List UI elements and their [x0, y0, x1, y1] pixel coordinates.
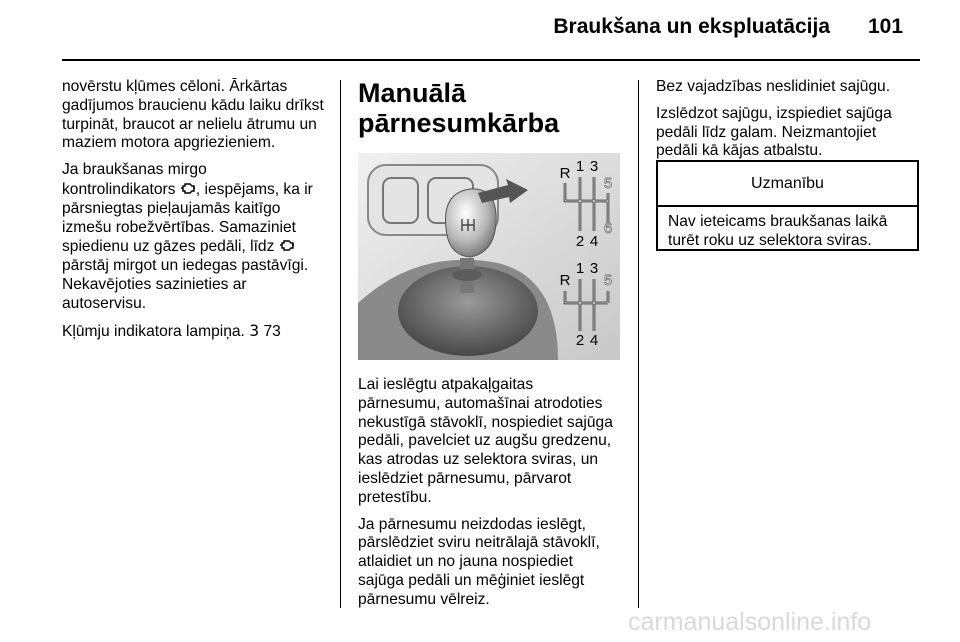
text-line: pārstāj mirgot un iedegas pastāvīgi. — [62, 257, 309, 275]
text-line: kas atrodas uz selektora sviras, un — [358, 451, 599, 469]
text-line: ieslēdziet pārnesumu, pārvarot — [358, 469, 572, 487]
text-line: Nav ieteicams braukšanas laikā — [668, 213, 888, 230]
text-line: sajūga pedāli un mēģiniet ieslēgt — [358, 571, 585, 589]
text-line: pretestību. — [358, 488, 432, 506]
text-line: izmešu robežvērtības. Samaziniet — [62, 218, 297, 236]
svg-text:R: R — [559, 272, 571, 289]
text-line: atlaidiet un no jauna nospiediet — [358, 553, 574, 571]
text-line: turpināt, braucot ar nelielu ātrumu un — [62, 115, 317, 133]
text-line: Nekavējoties sazinieties ar — [62, 275, 247, 293]
svg-text:3: 3 — [589, 158, 599, 175]
page-number: 101 — [868, 15, 904, 38]
reverse-ring — [452, 269, 482, 281]
svg-text:5: 5 — [603, 272, 613, 289]
column-divider-1 — [340, 80, 341, 608]
svg-text:4: 4 — [589, 233, 599, 250]
column-3 — [656, 78, 920, 169]
page-reference-link[interactable]: 3 73 — [249, 321, 281, 340]
svg-text:5: 5 — [603, 175, 613, 192]
text-line: Lai ieslēgtu atpakaļgaitas — [358, 376, 534, 393]
svg-text:1: 1 — [575, 260, 585, 277]
engine-warning-icon — [180, 180, 196, 196]
text-line: novērstu kļūmes cēloni. Ārkārtas — [62, 78, 288, 95]
watermark: carmanualsonline.info — [628, 608, 872, 636]
heading-line: Manuālā — [358, 78, 467, 108]
text-line: pedāli līdz galam. Neizmantojiet — [656, 123, 877, 141]
text-line: Ja pārnesumu neizdodas ieslēgt, — [358, 515, 586, 533]
text-line: Bez vajadzības neslidiniet sajūgu. — [656, 78, 891, 95]
paragraph-cross-reference — [62, 322, 334, 342]
text-line: pārsniegtas pieļaujamās kaitīgo — [62, 199, 281, 217]
svg-text:4: 4 — [589, 332, 599, 349]
paragraph-gear-retry — [358, 516, 630, 610]
gear-shift-illustration — [358, 153, 620, 360]
caution-box — [656, 160, 919, 251]
column-1 — [62, 78, 334, 349]
text-line: Kļūmju indikatora lampiņa. 3 73 — [62, 321, 281, 340]
text-line: Ja braukšanas mirgo — [62, 161, 207, 179]
column-2 — [358, 78, 630, 138]
text-line: kontrolindikators , iespējams, ka ir — [62, 180, 313, 198]
text-line: gadījumos braucienu kādu laiku drīkst — [62, 96, 324, 114]
engine-warning-icon — [279, 237, 295, 253]
column-divider-2 — [638, 80, 639, 608]
heading-line: pārnesumkārba — [358, 108, 560, 138]
running-header-title: Braukšana un ekspluatācija — [553, 15, 830, 38]
text-line: autoservisu. — [62, 294, 147, 312]
section-heading — [358, 78, 630, 138]
svg-text:2: 2 — [575, 332, 585, 349]
reference-arrow-icon: 3 — [249, 321, 260, 340]
text-line: turēt roku uz selektora sviras. — [668, 231, 872, 249]
text-line: pedāli kā kājas atbalstu. — [656, 142, 823, 160]
caution-body — [658, 207, 917, 257]
paragraph-clutch-slip — [656, 78, 920, 97]
text-line: pārnesumu vēlreiz. — [358, 590, 490, 608]
text-line: maziem motora apgriezieniem. — [62, 134, 276, 152]
paragraph-clutch-pedal — [656, 105, 920, 161]
paragraph-reverse-gear — [358, 376, 630, 508]
header-divider — [62, 59, 920, 61]
svg-text:6: 6 — [603, 220, 613, 237]
text-line: pārslēdziet sviru neitrālajā stāvoklī, — [358, 534, 600, 552]
column-2-text — [358, 376, 630, 618]
svg-text:2: 2 — [575, 233, 585, 250]
text-line: spiedienu uz gāzes pedāli, līdz — [62, 237, 334, 257]
text-line: Izslēdzot sajūgu, izspiediet sajūga — [656, 104, 892, 122]
svg-text:1: 1 — [575, 158, 585, 175]
svg-text:R: R — [559, 165, 571, 182]
text-line: pedāli, pavelciet uz augšu gredzenu, — [358, 432, 612, 450]
caution-title: Uzmanību — [658, 162, 917, 207]
svg-text:3: 3 — [589, 260, 599, 277]
paragraph-fault-continue — [62, 78, 334, 153]
text-line: pārnesumu, automašīnai atrodoties — [358, 394, 603, 412]
text-line: nekustīgā stāvoklī, nospiediet sajūga — [358, 413, 613, 431]
paragraph-indicator-flashing — [62, 161, 334, 313]
